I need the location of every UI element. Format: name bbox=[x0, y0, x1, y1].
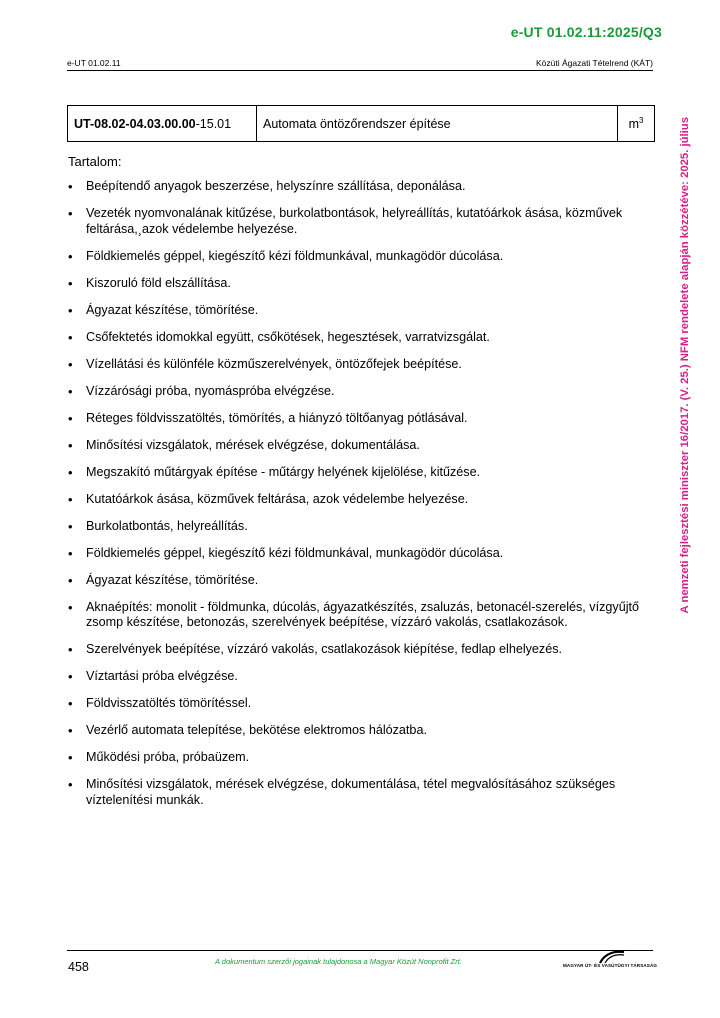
content-list-item: • Működési próba, próbaüzem. bbox=[68, 750, 658, 766]
header-right: Közúti Ágazati Tételrend (KÁT) bbox=[535, 58, 653, 68]
item-title-cell bbox=[257, 106, 618, 142]
side-publication-note bbox=[672, 95, 698, 635]
item-header-table bbox=[67, 105, 655, 142]
content-list-item: • Vezeték nyomvonalának kitűzése, burkolatbontások, helyreállítás, kutatóárkok ásása, közművek feltárása,¸azok védelembe helyezése. bbox=[68, 206, 658, 237]
content-list-item: • Csőfektetés idomokkal együtt, csőkötések, hegesztések, varratvizsgálat. bbox=[68, 330, 658, 346]
content-list-item: • Ágyazat készítése, tömörítése. bbox=[68, 303, 658, 319]
content-list-item: • Ágyazat készítése, tömörítése. bbox=[68, 573, 658, 589]
content-list-item: • Földkiemelés géppel, kiegészítő kézi földmunkával, munkagödör dúcolása. bbox=[68, 249, 658, 265]
content-label: Tartalom: bbox=[68, 154, 122, 169]
content-list-item: • Burkolatbontás, helyreállítás. bbox=[68, 519, 658, 535]
logo-text: MAGYAR ÚT- ÉS VASÚTÜGYI TÁRSASÁG bbox=[563, 963, 658, 968]
content-list-item: • Megszakító műtárgyak építése - műtárgy helyének kijelölése, kitűzése. bbox=[68, 465, 658, 481]
item-unit: m bbox=[628, 117, 639, 132]
content-list-item: • Kiszoruló föld elszállítása. bbox=[68, 276, 658, 292]
content-list-item: • Kutatóárkok ásása, közművek feltárása, azok védelembe helyezése. bbox=[68, 492, 658, 508]
page-header bbox=[67, 58, 653, 71]
content-list bbox=[68, 179, 658, 820]
content-list-item: • Víztartási próba elvégzése. bbox=[68, 669, 658, 685]
content-list-item: • Földkiemelés géppel, kiegészítő kézi földmunkával, munkagödör dúcolása. bbox=[68, 546, 658, 562]
item-code-main: UT-08.02-04.03.00.00 bbox=[74, 116, 196, 131]
publisher-logo bbox=[563, 950, 658, 972]
item-unit-cell bbox=[618, 106, 655, 142]
side-note-text: A nemzeti fejlesztési miniszter 16/2017. (V. 25.) NFM rendelete alapján közzétéve: 2025. július bbox=[679, 116, 691, 614]
item-code-cell bbox=[68, 106, 257, 142]
content-list-item: • Beépítendő anyagok beszerzése, helyszínre szállítása, deponálása. bbox=[68, 179, 658, 195]
content-list-item: • Aknaépítés: monolit - földmunka, dúcolás, ágyazatkészítés, zsaluzás, betonacél-szerelés, vízgyűjtő zsomp készítése, betonozás, szerelvények beépítése, vízzáró vakolás, csatlakozások. bbox=[68, 600, 658, 631]
item-code-suffix: -15.01 bbox=[195, 116, 232, 131]
content-list-item: • Vezérlő automata telepítése, bekötése elektromos hálózatba. bbox=[68, 723, 658, 739]
content-list-item: • Minősítési vizsgálatok, mérések elvégzése, dokumentálása. bbox=[68, 438, 658, 454]
content-list-item: • Földvisszatöltés tömörítéssel. bbox=[68, 696, 658, 712]
copyright-notice: A dokumentum szerzői jogainak tulajdonosa a Magyar Közút Nonprofit Zrt. bbox=[215, 957, 462, 966]
content-list-item: • Minősítési vizsgálatok, mérések elvégzése, dokumentálása, tétel megvalósításához szükséges víztelenítési munkák. bbox=[68, 777, 658, 808]
item-title: Automata öntözőrendszer építése bbox=[263, 116, 451, 131]
content-list-item: • Vízzárósági próba, nyomáspróba elvégzése. bbox=[68, 384, 658, 400]
content-list-item: • Vízellátási és különféle közműszerelvények, öntözőfejek beépítése. bbox=[68, 357, 658, 373]
content-list-item: • Réteges földvisszatöltés, tömörítés, a hiányzó töltőanyag pótlásával. bbox=[68, 411, 658, 427]
item-unit-exponent: 3 bbox=[638, 115, 644, 125]
page-number: 458 bbox=[68, 960, 89, 974]
content-list-item: • Szerelvények beépítése, vízzáró vakolás, csatlakozások kiépítése, fedlap elhelyezés. bbox=[68, 642, 658, 658]
header-left: e-UT 01.02.11 bbox=[67, 58, 121, 68]
document-code: e-UT 01.02.11:2025/Q3 bbox=[510, 24, 662, 40]
road-society-logo-icon bbox=[599, 950, 625, 964]
